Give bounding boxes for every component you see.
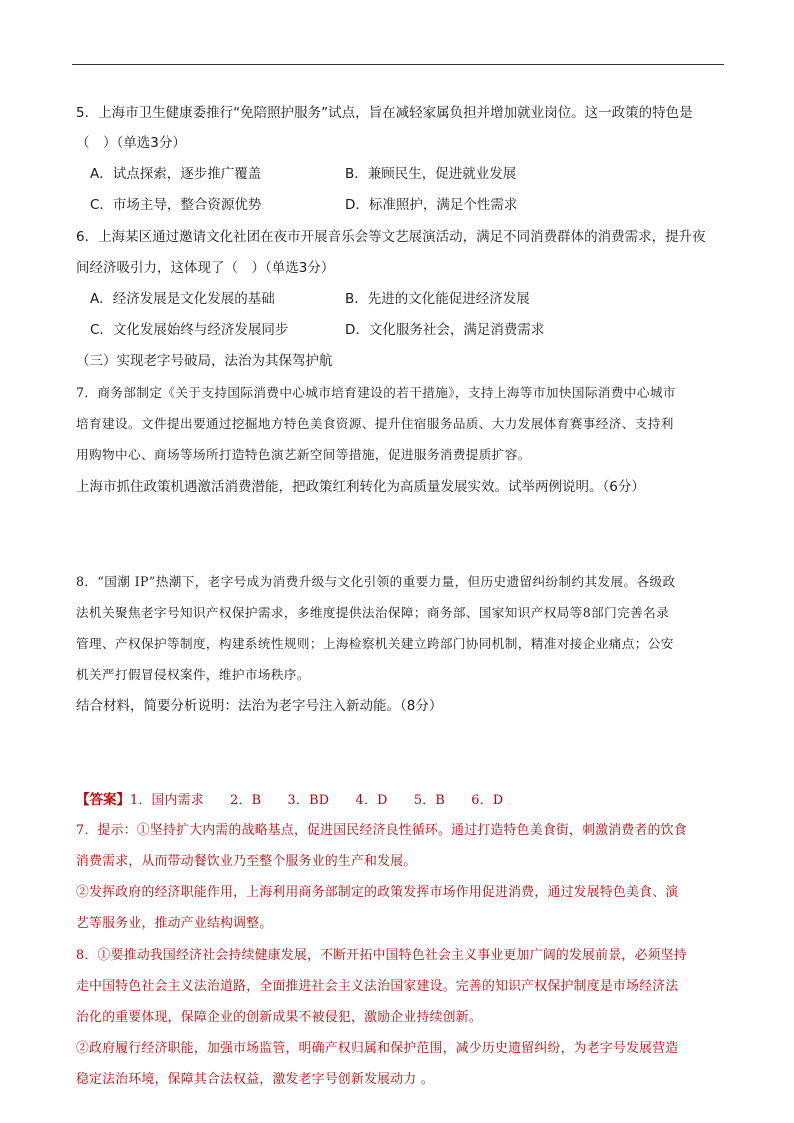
q5-option-c: C．市场主导，整合资源优势 — [90, 197, 262, 213]
answer-q7-line: 艺等服务业，推动产业结构调整。 — [76, 916, 273, 931]
q6-option-a: A．经济发展是文化发展的基础 — [90, 291, 275, 307]
q6-stem-line2: 间经济吸引力，这体现了（ ）（单选3分） — [76, 260, 335, 276]
q8-material-line: 8．“国潮 IP”热潮下，老字号成为消费升级与文化引领的重要力量，但历史遗留纠纷制约其发展。各级政 — [76, 574, 676, 589]
q5-option-b: B．兼顾民生，促进就业发展 — [345, 166, 517, 182]
q6-option-c: C．文化发展始终与经济发展同步 — [90, 322, 289, 338]
answer-choices: 1．国内需求 2．B 3．BD 4．D 5．B 6．D — [130, 793, 504, 808]
q6-option-d: D．文化服务社会，满足消费需求 — [345, 322, 545, 338]
q7-material-line: 7．商务部制定《关于支持国际消费中心城市培育建设的若干措施》，支持上海等市加快国际消费中心城市 — [76, 385, 676, 400]
q7-material-line: 培育建设。文件提出要通过挖掘地方特色美食资源、提升住宿服务品质、大力发展体育赛事经济、支持利 — [76, 416, 674, 431]
q8-material-line: 管理、产权保护等制度，构建系统性规则；上海检察机关建立跨部门协同机制，精准对接企业痛点；公安 — [76, 636, 674, 651]
answer-label: 【答案】 — [76, 792, 130, 808]
answer-q8-line: 走中国特色社会主义法治道路，全面推进社会主义法治国家建设。完善的知识产权保护制度是市场经济法 — [76, 979, 679, 994]
q6-option-b: B．先进的文化能促进经济发展 — [345, 291, 530, 307]
q8-material-line: 机关严打假冒侵权案件，维护市场秩序。 — [76, 667, 310, 682]
q5-stem-line1: 5．上海市卫生健康委推行“免陪照护服务”试点，旨在减轻家属负担并增加就业岗位。这一政策的特色是 — [76, 105, 693, 121]
header-rule — [72, 64, 724, 65]
q5-option-a: A．试点探索，逐步推广覆盖 — [90, 166, 262, 182]
answer-q7-line: 消费需求，从而带动餐饮业乃至整个服务业的生产和发展。 — [76, 854, 417, 869]
answer-q8-line: 治化的重要体现，保障企业的创新成果不被侵犯，激励企业持续创新。 — [76, 1010, 483, 1025]
q8-material-line: 法机关聚焦老字号知识产权保护需求，多维度提供法治保障；商务部、国家知识产权局等8部门完善名录 — [76, 605, 670, 620]
q7-prompt: 上海市抓住政策机遇激活消费潜能，把政策红利转化为高质量发展实效。试举两例说明。（6分） — [76, 479, 645, 495]
answer-q7-line: 7．提示：①坚持扩大内需的战略基点，促进国民经济良性循环。通过打造特色美食街，刺激消费者的饮食 — [76, 823, 687, 838]
answer-key-line — [76, 791, 503, 810]
answer-q7-line: ②发挥政府的经济职能作用，上海利用商务部制定的政策发挥市场作用促进消费，通过发展特色美食、演 — [76, 885, 679, 900]
answer-q8-line: ②政府履行经济职能，加强市场监管，明确产权归属和保护范围，减少历史遗留纠纷，为老字号发展营造 — [76, 1041, 679, 1056]
q7-material-line: 用购物中心、商场等场所打造特色演艺新空间等措施，促进服务消费提质扩容。 — [76, 447, 531, 462]
section3-heading: （三）实现老字号破局，法治为其保驾护航 — [76, 353, 333, 369]
q5-option-d: D．标准照护，满足个性需求 — [345, 197, 518, 213]
q6-stem-line1: 6．上海某区通过邀请文化社团在夜市开展音乐会等文艺展演活动，满足不同消费群体的消费需求，提升夜 — [76, 229, 706, 245]
answer-q8-line: 8．①要推动我国经济社会持续健康发展，不断开拓中国特色社会主义事业更加广阔的发展前景，必须坚持 — [76, 948, 687, 963]
answer-q8-line: 稳定法治环境，保障其合法权益，激发老字号创新发展动力 。 — [76, 1072, 434, 1087]
q8-prompt: 结合材料，简要分析说明：法治为老字号注入新动能。（8分） — [76, 698, 443, 714]
q5-stem-line2: （ ）（单选3分） — [76, 135, 186, 151]
